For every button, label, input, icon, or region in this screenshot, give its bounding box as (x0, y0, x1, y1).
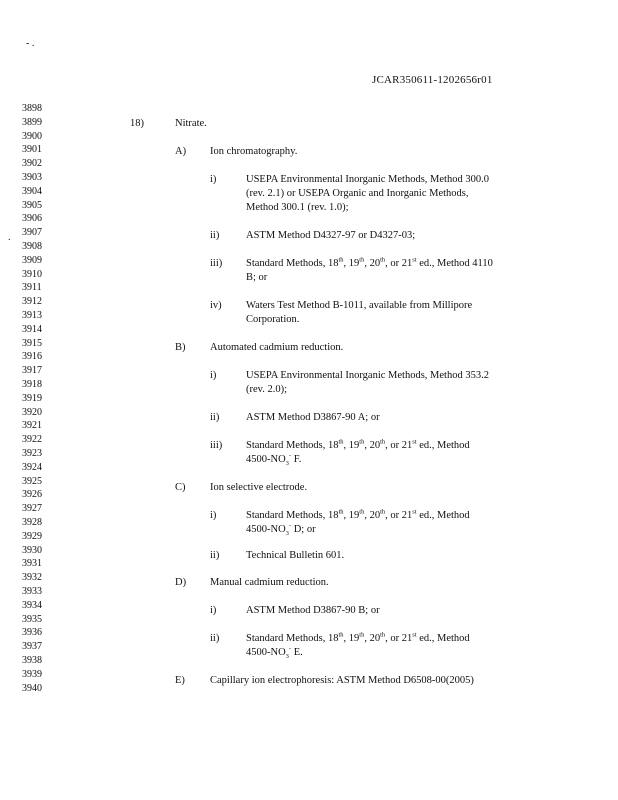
line-number: 3920 (22, 406, 42, 418)
item-a-iii-label: iii) (210, 258, 223, 269)
line-number: 3921 (22, 420, 42, 432)
item-a-i-line2: (rev. 2.1) or USEPA Organic and Inorganic Methods, (246, 188, 469, 199)
item-b-ii-label: ii) (210, 412, 220, 423)
section-number: 18) (130, 118, 144, 129)
item-b-iii-line2: $4500-NO_3^-$ F. (246, 452, 302, 468)
item-e-title: Capillary ion electrophoresis: ASTM Method D6508-00(2005) (210, 675, 474, 686)
item-d-ii-line1: Standard Methods, 18th, 19th, 20th, or 21st ed., Method (246, 631, 470, 644)
line-number: 3925 (22, 475, 42, 487)
line-number: 3910 (22, 268, 42, 280)
line-number: 3911 (22, 282, 42, 294)
line-number: 3924 (22, 461, 42, 473)
item-a-iii-line2: B; or (246, 272, 268, 283)
item-c-label: C) (175, 482, 186, 493)
line-number: 3914 (22, 323, 42, 335)
line-number: 3906 (22, 213, 42, 225)
line-number: 3926 (22, 489, 42, 501)
line-number: 3923 (22, 448, 42, 459)
item-b-i-line1: USEPA Environmental Inorganic Methods, Method 353.2 (246, 370, 489, 381)
line-number: 3934 (22, 599, 42, 611)
line-number: 3940 (22, 682, 42, 694)
item-d-i-line1: ASTM Method D3867-90 B; or (246, 605, 380, 616)
item-d-ii-line2: $4500-NO_3^-$ E. (246, 645, 303, 661)
line-number: 3899 (22, 116, 42, 128)
line-number: 3938 (22, 655, 42, 666)
line-number: 3900 (22, 130, 42, 142)
item-a-iv-label: iv) (210, 300, 222, 311)
line-number: 3898 (22, 103, 42, 114)
line-number: 3922 (22, 434, 42, 446)
line-number: 3916 (22, 351, 42, 363)
item-a-ii-line1: ASTM Method D4327-97 or D4327-03; (246, 230, 416, 241)
item-b-ii-line1: ASTM Method D3867-90 A; or (246, 412, 380, 423)
item-b-i-line2: (rev. 2.0); (246, 384, 288, 395)
item-a-ii-label: ii) (210, 230, 220, 241)
section-title: Nitrate. (175, 118, 207, 129)
line-number: 3928 (22, 517, 42, 528)
line-number: 3915 (22, 337, 42, 349)
item-a-iii-line1: Standard Methods, 18th, 19th, 20th, or 21st ed., Method 4110 (246, 256, 493, 269)
item-d-ii-label: ii) (210, 633, 220, 644)
line-number: 3932 (22, 572, 42, 584)
line-number: 3902 (22, 158, 42, 170)
line-number: 3907 (22, 227, 42, 239)
line-number: 3917 (22, 365, 42, 377)
item-e-label: E) (175, 675, 185, 686)
item-c-ii-line1: Technical Bulletin 601. (246, 550, 345, 561)
item-a-i-line1: USEPA Environmental Inorganic Methods, Method 300.0 (246, 174, 489, 185)
item-a-iv-line1: Waters Test Method B-1011, available from Millipore (246, 300, 473, 311)
line-number: 3905 (22, 199, 42, 211)
line-number: 3901 (22, 144, 42, 156)
line-number: 3927 (22, 503, 42, 515)
item-b-title: Automated cadmium reduction. (210, 342, 344, 353)
line-number: 3908 (22, 241, 42, 252)
document-id: JCAR350611-1202656r01 (372, 74, 493, 86)
item-c-title: Ion selective electrode. (210, 482, 308, 493)
item-d-title: Manual cadmium reduction. (210, 577, 329, 588)
item-b-i-label: i) (210, 370, 217, 381)
item-d-i-label: i) (210, 605, 217, 616)
item-b-label: B) (175, 342, 186, 353)
line-number: 3918 (22, 379, 42, 390)
line-number: 3912 (22, 296, 42, 308)
corner-mark: - . (26, 38, 35, 49)
item-d-label: D) (175, 577, 187, 588)
line-number: 3919 (22, 392, 42, 404)
line-number: 3931 (22, 558, 42, 570)
line-number: 3936 (22, 627, 42, 639)
item-c-i-line2: $4500-NO_3^-$ D; or (246, 522, 316, 538)
line-number: 3939 (22, 668, 42, 680)
line-number: 3903 (22, 172, 42, 183)
item-c-ii-label: ii) (210, 550, 220, 561)
item-c-i-line1: Standard Methods, 18th, 19th, 20th, or 21st ed., Method (246, 508, 470, 521)
item-c-i-label: i) (210, 510, 217, 521)
item-a-i-line3: Method 300.1 (rev. 1.0); (246, 202, 349, 213)
line-number: 3930 (22, 544, 42, 556)
item-a-i-label: i) (210, 174, 217, 185)
line-number: 3904 (22, 185, 42, 197)
line-number: 3909 (22, 254, 42, 266)
line-number: 3933 (22, 586, 42, 597)
line-number: 3937 (22, 641, 42, 653)
item-a-iv-line2: Corporation. (246, 314, 300, 325)
item-a-label: A) (175, 146, 187, 157)
item-a-title: Ion chromatography. (210, 146, 298, 157)
side-mark: . (8, 232, 11, 243)
line-number: 3913 (22, 310, 42, 321)
line-number: 3935 (22, 613, 42, 625)
line-number: 3929 (22, 530, 42, 542)
item-b-iii-line1: Standard Methods, 18th, 19th, 20th, or 21st ed., Method (246, 438, 470, 451)
item-b-iii-label: iii) (210, 440, 223, 451)
